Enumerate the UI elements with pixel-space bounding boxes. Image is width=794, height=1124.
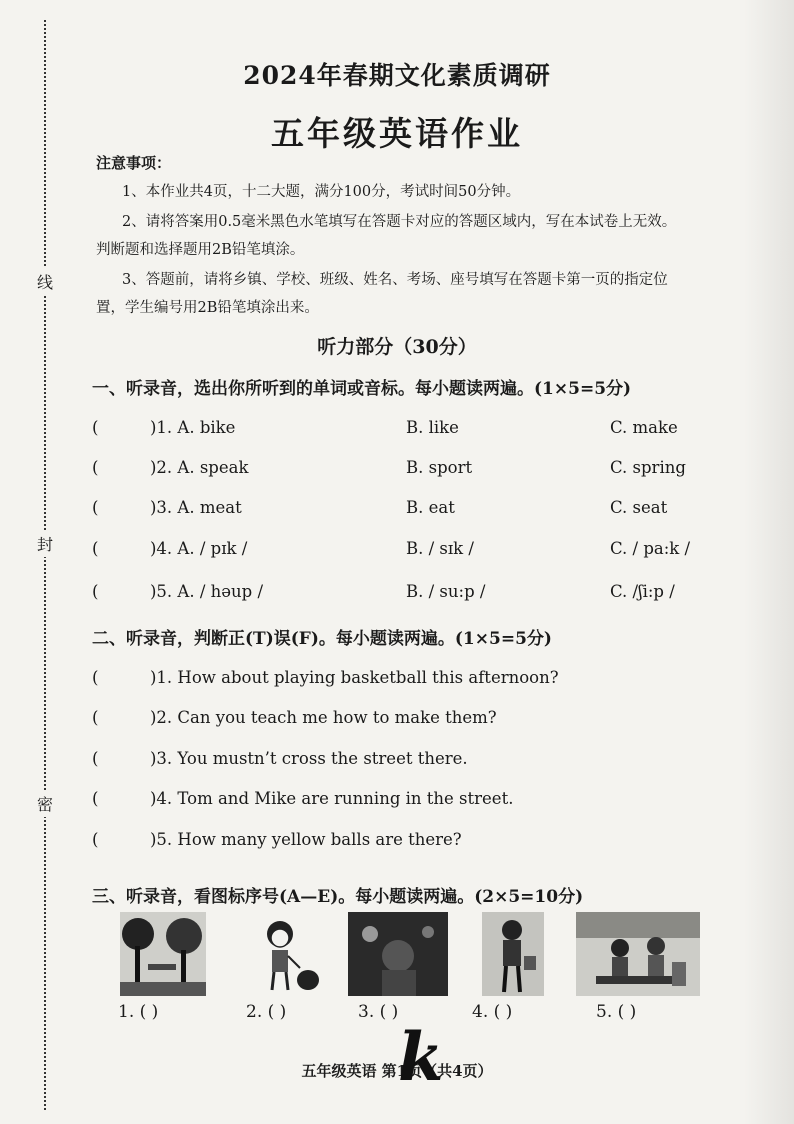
notice-text: 2、请将答案用0.5毫米黑色水笔填写在答题卡对应的答题区域内，写在本试卷上无效。	[122, 214, 677, 230]
page-edge-shadow	[744, 0, 794, 1124]
answer-paren: (	[92, 749, 99, 768]
notice-item-3-cont	[96, 294, 766, 322]
notice-text: 1、本作业共4页，十二大题，满分100分，考试时间50分钟。	[122, 184, 521, 200]
question-option-b: B. like	[406, 418, 459, 437]
page-footer: 五年级英语 第1页（共4页）	[301, 1062, 493, 1080]
picture-1-answer[interactable]: 1. ( )	[118, 1002, 159, 1022]
picture-2-answer[interactable]: 2. ( )	[246, 1002, 287, 1022]
question-option-c: C. spring	[610, 458, 686, 477]
section1-question-2	[92, 458, 732, 482]
picture-5-answer[interactable]: 5. ( )	[596, 1002, 637, 1022]
answer-paren: (	[92, 418, 99, 437]
section2-question-2	[92, 708, 732, 732]
section2-title: 二、听录音，判断正(T)误(F)。每小题读两遍。(1×5=5分)	[92, 629, 552, 649]
margin-label-seal: 封	[34, 530, 56, 557]
notice-text: 判断题和选择题用2B铅笔填涂。	[96, 242, 305, 258]
question-option-a: )3. A. meat	[150, 498, 242, 517]
answer-paren: (	[92, 498, 99, 517]
section1-question-4	[92, 539, 732, 563]
margin-label-line: 线	[34, 268, 56, 295]
question-option-a: )2. A. speak	[150, 458, 249, 477]
question-text: )3. You mustn’t cross the street there.	[150, 749, 468, 768]
question-text: )2. Can you teach me how to make them?	[150, 708, 497, 727]
answer-paren: (	[92, 539, 99, 558]
answer-paren: (	[92, 789, 99, 808]
question-option-a: )5. A. / həup /	[150, 582, 264, 601]
question-option-b: B. sport	[406, 458, 473, 477]
question-option-a: )1. A. bike	[150, 418, 236, 437]
question-option-b: B. eat	[406, 498, 455, 517]
section1-question-3	[92, 498, 732, 522]
picture-3-dark-scene	[348, 912, 448, 996]
question-option-c: C. / pa:k /	[610, 539, 691, 558]
section2-question-1	[92, 668, 732, 692]
picture-1-park-trees	[120, 912, 206, 996]
section3-title: 三、听录音，看图标序号(A—E)。每小题读两遍。(2×5=10分)	[92, 887, 584, 907]
question-option-c: C. seat	[610, 498, 668, 517]
question-text: )5. How many yellow balls are there?	[150, 830, 462, 849]
notice-item-2	[96, 208, 766, 236]
notice-item-3	[96, 266, 766, 294]
notice-item-2-cont	[96, 236, 766, 264]
question-option-b: B. / sɪk /	[406, 539, 474, 558]
question-option-a: )4. A. / pɪk /	[150, 539, 248, 558]
question-text: )4. Tom and Mike are running in the street.	[150, 789, 514, 808]
exam-title-line2: 五年级英语作业	[271, 114, 523, 153]
exam-title-line1: 2024年春期文化素质调研	[243, 61, 551, 90]
section2-question-4	[92, 789, 732, 813]
notice-text: 置，学生编号用2B铅笔填涂出来。	[96, 300, 319, 316]
question-text: )1. How about playing basketball this afternoon?	[150, 668, 559, 687]
section1-question-1	[92, 418, 732, 442]
answer-paren: (	[92, 668, 99, 687]
picture-3-answer[interactable]: 3. ( )	[358, 1002, 399, 1022]
notice-text: 3、答题前，请将乡镇、学校、班级、姓名、考场、座号填写在答题卡第一页的指定位	[122, 272, 668, 288]
notice-heading: 注意事项：	[96, 154, 172, 172]
binding-dotted-line	[44, 20, 46, 1110]
question-option-b: B. / su:p /	[406, 582, 486, 601]
margin-label-secret: 密	[34, 790, 56, 817]
picture-4-boy	[482, 912, 544, 996]
answer-paren: (	[92, 830, 99, 849]
answer-paren: (	[92, 458, 99, 477]
picture-5-people-sitting	[576, 912, 700, 996]
answer-paren: (	[92, 708, 99, 727]
question-option-c: C. /ʃi:p /	[610, 582, 675, 601]
k-watermark-logo: k	[398, 1018, 444, 1096]
section2-question-3	[92, 749, 732, 773]
section1-title: 一、听录音，选出你所听到的单词或音标。每小题读两遍。(1×5=5分)	[92, 379, 632, 399]
notice-item-1	[96, 178, 766, 206]
section1-question-5	[92, 582, 732, 606]
picture-4-answer[interactable]: 4. ( )	[472, 1002, 513, 1022]
answer-paren: (	[92, 582, 99, 601]
listening-part-title: 听力部分（30分）	[317, 336, 477, 358]
question-option-c: C. make	[610, 418, 678, 437]
picture-2-girl	[254, 912, 324, 996]
section2-question-5	[92, 830, 732, 854]
